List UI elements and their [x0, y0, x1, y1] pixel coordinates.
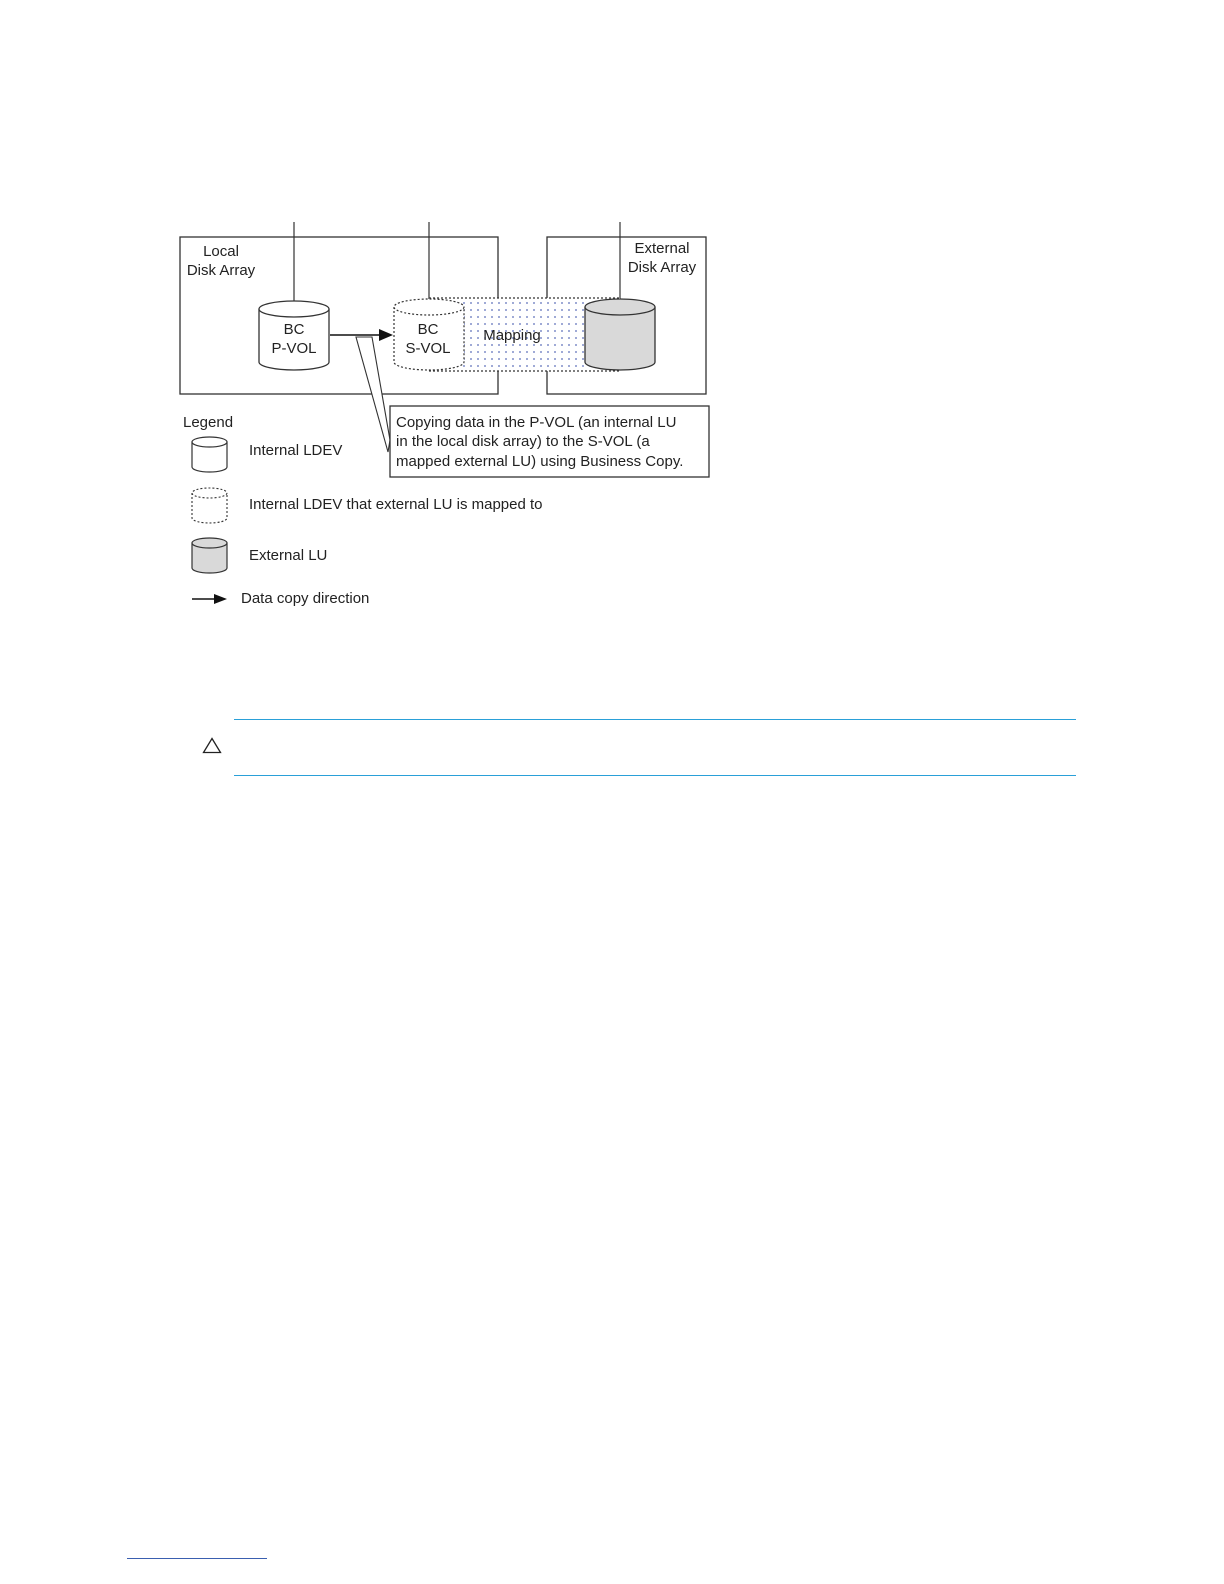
mapping-label: Mapping	[483, 327, 541, 344]
caution-top-rule	[234, 719, 1076, 720]
legend-item-external-lu: External LU	[249, 547, 328, 564]
diagram-figure	[0, 0, 1224, 640]
legend-item-mapped-ldev: Internal LDEV that external LU is mapped to	[249, 496, 543, 513]
caution-icon	[202, 737, 222, 754]
external-array-label-line1: External	[634, 240, 690, 257]
legend-title: Legend	[183, 414, 234, 431]
callout-line-2: in the local disk array) to the S-VOL (a	[396, 433, 650, 450]
callout-box	[390, 406, 709, 477]
arrow-right-icon	[192, 594, 227, 604]
legend-item-internal-ldev: Internal LDEV	[249, 442, 343, 459]
callout-line-3: mapped external LU) using Business Copy.	[396, 453, 684, 470]
caution-bottom-rule	[234, 775, 1076, 776]
pvol-label-line2: P-VOL	[271, 340, 317, 357]
external-lu-cylinder-icon	[585, 299, 655, 370]
mapped-ldev-dotted-cylinder-icon	[192, 488, 227, 523]
svol-dotted-cylinder-icon	[394, 299, 464, 370]
svol-label-line2: S-VOL	[405, 340, 451, 357]
callout-line-1: Copying data in the P-VOL (an internal LU	[396, 414, 677, 431]
legend-item-copy-direction: Data copy direction	[241, 590, 370, 607]
external-lu-gray-cylinder-icon	[192, 538, 227, 573]
pvol-label-line1: BC	[283, 321, 305, 338]
internal-ldev-cylinder-icon	[192, 437, 227, 472]
local-array-label-line1: Local	[203, 243, 239, 260]
svol-label-line1: BC	[417, 321, 439, 338]
footer-link-rule	[127, 1558, 267, 1559]
local-array-label-line2: Disk Array	[186, 262, 256, 279]
pvol-cylinder-icon	[259, 301, 329, 370]
external-array-label-line2: Disk Array	[627, 259, 697, 276]
